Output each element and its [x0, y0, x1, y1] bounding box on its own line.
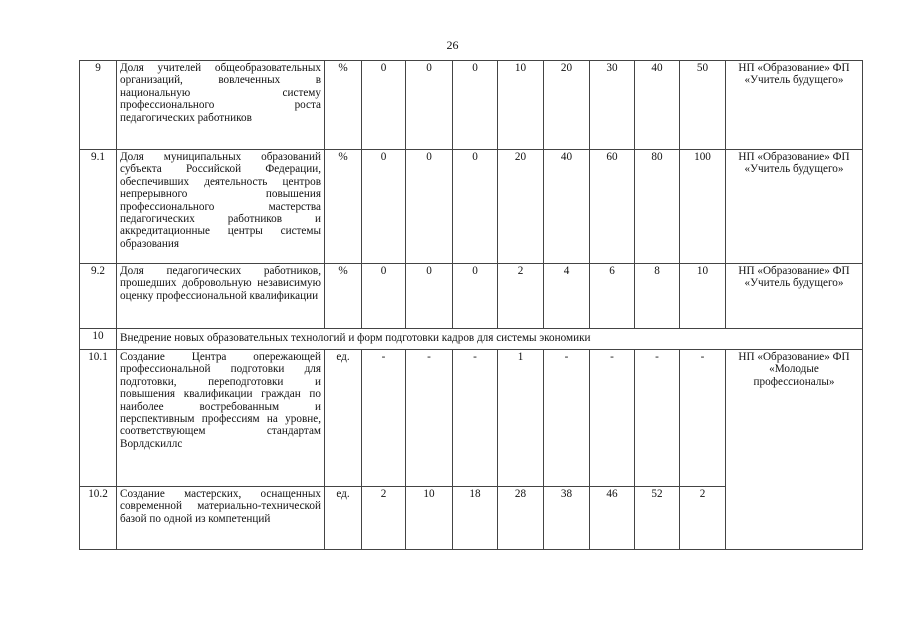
row-number: 10 [80, 329, 117, 350]
value-cell: 28 [498, 487, 544, 550]
value-cell: 46 [590, 487, 635, 550]
value-cell: 60 [590, 150, 635, 264]
section-row [80, 329, 863, 350]
page-number: 26 [446, 38, 459, 52]
value-cell: 10 [498, 61, 544, 150]
source-cell: НП «Образование» ФП «Учитель будущего» [726, 264, 863, 329]
value-cell: - [680, 350, 726, 487]
unit-cell: % [325, 61, 362, 150]
value-cell: 6 [590, 264, 635, 329]
value-cell: - [544, 350, 590, 487]
value-cell: 0 [362, 61, 406, 150]
unit-cell: ед. [325, 487, 362, 550]
value-cell: - [590, 350, 635, 487]
value-cell: 8 [635, 264, 680, 329]
value-cell: 2 [362, 487, 406, 550]
value-cell: 0 [406, 150, 453, 264]
value-cell: 18 [453, 487, 498, 550]
table-row [80, 350, 863, 487]
source-cell: НП «Образование» ФП «Учитель будущего» [726, 61, 863, 150]
value-cell: 2 [680, 487, 726, 550]
section-title: Внедрение новых образовательных технологий и форм подготовки кадров для системы экономики [117, 329, 863, 350]
value-cell: 52 [635, 487, 680, 550]
unit-cell: ед. [325, 350, 362, 487]
value-cell: 10 [680, 264, 726, 329]
table-row [80, 264, 863, 329]
value-cell: - [635, 350, 680, 487]
indicators-table [79, 60, 863, 550]
value-cell: - [362, 350, 406, 487]
unit-cell: % [325, 264, 362, 329]
value-cell: 2 [498, 264, 544, 329]
value-cell: 40 [635, 61, 680, 150]
value-cell: 0 [406, 61, 453, 150]
value-cell: 0 [406, 264, 453, 329]
row-number: 9 [80, 61, 117, 150]
indicator-name: Доля учителей общеобразовательных организаций, вовлеченных в национальную систему профессионального роста педагогических работников [117, 61, 325, 150]
value-cell: - [453, 350, 498, 487]
value-cell: 10 [406, 487, 453, 550]
value-cell: 4 [544, 264, 590, 329]
indicator-name: Создание мастерских, оснащенных современной материально-технической базой по одной из компетенций [117, 487, 325, 550]
value-cell: 80 [635, 150, 680, 264]
value-cell: 40 [544, 150, 590, 264]
value-cell: 20 [544, 61, 590, 150]
indicator-name: Доля педагогических работников, прошедших добровольную независимую оценку профессиональной квалификации [117, 264, 325, 329]
value-cell: 0 [453, 61, 498, 150]
value-cell: - [406, 350, 453, 487]
value-cell: 0 [362, 264, 406, 329]
value-cell: 50 [680, 61, 726, 150]
indicator-name: Доля муниципальных образований субъекта Российской Федерации, обеспечивших деятельность центров непрерывного повышения профессионального мастерства педагогических работников и аккредитационные центры системы образования [117, 150, 325, 264]
row-number: 10.1 [80, 350, 117, 487]
row-number: 10.2 [80, 487, 117, 550]
table-row [80, 150, 863, 264]
row-number: 9.2 [80, 264, 117, 329]
indicator-name: Создание Центра опережающей профессиональной подготовки для подготовки, переподготовки и повышения квалификации граждан по наиболее востребованным и перспективным профессиям на уровне, соответствующем стандартам Ворлдскиллс [117, 350, 325, 487]
value-cell: 0 [362, 150, 406, 264]
unit-cell: % [325, 150, 362, 264]
table-row [80, 61, 863, 150]
value-cell: 30 [590, 61, 635, 150]
source-cell: НП «Образование» ФП «Молодые профессионалы» [726, 350, 863, 550]
value-cell: 0 [453, 264, 498, 329]
value-cell: 38 [544, 487, 590, 550]
value-cell: 1 [498, 350, 544, 487]
source-cell: НП «Образование» ФП «Учитель будущего» [726, 150, 863, 264]
value-cell: 0 [453, 150, 498, 264]
value-cell: 100 [680, 150, 726, 264]
row-number: 9.1 [80, 150, 117, 264]
value-cell: 20 [498, 150, 544, 264]
